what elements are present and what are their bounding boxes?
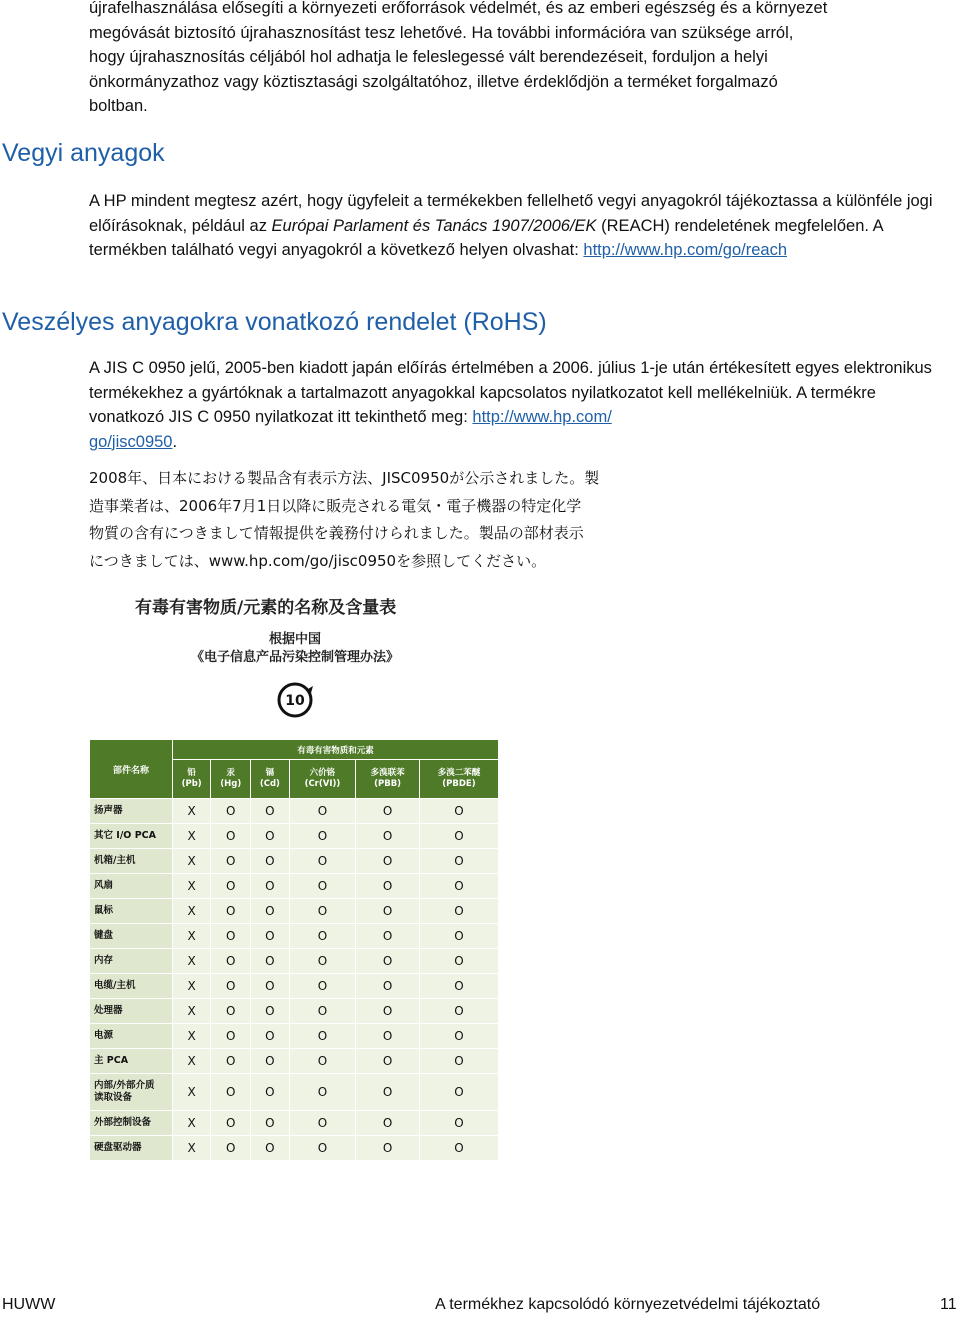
- substance-cell: X: [173, 1136, 211, 1161]
- substance-cell: O: [419, 1074, 498, 1111]
- substance-cell: O: [211, 1136, 251, 1161]
- substance-cell: O: [211, 899, 251, 924]
- substance-cell: O: [251, 1074, 289, 1111]
- substance-cell: O: [419, 899, 498, 924]
- table-row: [90, 1074, 499, 1111]
- part-name-cell: 电缆/主机: [90, 974, 173, 999]
- japanese-line-4: につきましては、www.hp.com/go/jisc0950を参照してください。: [89, 551, 547, 570]
- part-name-cell: 外部控制设备: [90, 1111, 173, 1136]
- chemicals-paragraph: [89, 189, 949, 263]
- substance-cell: O: [211, 1111, 251, 1136]
- substance-cell: O: [356, 1024, 420, 1049]
- rohs-text: A JIS C 0950 jelű, 2005-ben kiadott japán előírás értelmében a 2006. július 1-je után értékesített egyes elektronikus termékekhez a gyártóknak a tartalmazott anyagokkal kapcsolatos nyilatkozatot kell mellékelniük. A termékre vonatkozó JIS C 0950 nyilatkozat itt tekinthető meg:: [89, 359, 932, 426]
- japanese-line-2: 造事業者は、2006年7月1日以降に販売される電気・電子機器の特定化学: [89, 496, 582, 515]
- substance-cell: O: [289, 799, 356, 824]
- substance-cell: O: [289, 874, 356, 899]
- table-row: [90, 1049, 499, 1074]
- part-name-cell: 主 PCA: [90, 1049, 173, 1074]
- table-row: [90, 999, 499, 1024]
- substance-cell: O: [211, 974, 251, 999]
- substance-cell: O: [211, 1074, 251, 1111]
- substance-cell: O: [419, 999, 498, 1024]
- part-name-cell: 机箱/主机: [90, 849, 173, 874]
- substance-cell: O: [289, 974, 356, 999]
- table-row: [90, 899, 499, 924]
- substance-cell: X: [173, 1074, 211, 1111]
- table-row: [90, 949, 499, 974]
- chemicals-heading: Vegyi anyagok: [2, 139, 165, 167]
- substance-cell: O: [419, 824, 498, 849]
- substance-cell: O: [211, 949, 251, 974]
- footer-title: A termékhez kapcsolódó környezetvédelmi tájékoztató: [435, 1296, 821, 1313]
- part-name-cell: 其它 I/O PCA: [90, 824, 173, 849]
- chemicals-text-2: (REACH) rendeletének megfelelően. A termékben található vegyi anyagokról a következő helyen olvashat:: [89, 216, 883, 259]
- logo-number: 10: [285, 693, 305, 709]
- substance-cell: O: [356, 1136, 420, 1161]
- substance-cell: O: [211, 999, 251, 1024]
- substance-cell: O: [419, 1049, 498, 1074]
- substance-cell: O: [211, 799, 251, 824]
- table-row: [90, 1111, 499, 1136]
- part-name-cell: 风扇: [90, 874, 173, 899]
- substance-header: 六价铬 (Cr(VI)): [289, 760, 356, 799]
- substance-cell: O: [251, 949, 289, 974]
- rohs-heading: Veszélyes anyagokra vonatkozó rendelet (RoHS): [2, 308, 547, 336]
- china-table-title: 有毒有害物质/元素的名称及含量表: [135, 598, 397, 618]
- substance-cell: O: [419, 949, 498, 974]
- regulation-name: Európai Parlament és Tanács 1907/2006/EK: [271, 216, 597, 235]
- part-name-cell: 处理器: [90, 999, 173, 1024]
- substance-cell: O: [289, 1049, 356, 1074]
- substance-cell: O: [211, 849, 251, 874]
- substance-header: 汞 (Hg): [211, 760, 251, 799]
- substance-cell: O: [289, 999, 356, 1024]
- part-name-cell: 电源: [90, 1024, 173, 1049]
- substance-cell: O: [251, 1024, 289, 1049]
- substance-cell: X: [173, 999, 211, 1024]
- reach-link[interactable]: http://www.hp.com/go/reach: [583, 241, 787, 259]
- chemicals-text-1: A HP mindent megtesz azért, hogy ügyfeleit a termékekben fellelhető vegyi anyagokról tájékoztassa a különféle jogi előírásoknak, például az: [89, 192, 933, 235]
- substance-cell: O: [251, 924, 289, 949]
- substance-cell: O: [251, 849, 289, 874]
- intro-line-1: újrafelhasználása elősegíti a környezeti erőforrások védelmét, és az emberi egészség és a környezet: [89, 0, 828, 17]
- part-name-cell: 键盘: [90, 924, 173, 949]
- substance-cell: O: [251, 799, 289, 824]
- substance-cell: X: [173, 1049, 211, 1074]
- substance-header: 铅 (Pb): [173, 760, 211, 799]
- substance-cell: O: [251, 824, 289, 849]
- substance-cell: X: [173, 1111, 211, 1136]
- substance-cell: O: [251, 874, 289, 899]
- substance-cell: O: [356, 874, 420, 899]
- substance-cell: O: [419, 974, 498, 999]
- substance-cell: O: [356, 899, 420, 924]
- table-row: [90, 924, 499, 949]
- hazardous-substances-table: [89, 739, 499, 1161]
- substance-cell: O: [419, 1024, 498, 1049]
- intro-line-5: boltban.: [89, 97, 148, 115]
- table-row: [90, 1024, 499, 1049]
- substance-cell: O: [289, 1074, 356, 1111]
- part-name-header: 部件名称: [90, 740, 173, 799]
- japanese-notice: [89, 465, 649, 575]
- china-subtitle-2: 《电子信息产品污染控制管理办法》: [190, 650, 399, 665]
- substances-group-header: 有毒有害物质和元素: [173, 740, 499, 760]
- rohs-period: .: [172, 432, 178, 451]
- part-name-cell: 鼠标: [90, 899, 173, 924]
- substance-cell: O: [211, 1024, 251, 1049]
- substance-cell: O: [251, 1049, 289, 1074]
- substance-cell: O: [289, 824, 356, 849]
- substance-cell: O: [211, 874, 251, 899]
- substance-cell: O: [419, 1136, 498, 1161]
- part-name-cell: 扬声器: [90, 799, 173, 824]
- substance-cell: O: [419, 799, 498, 824]
- substance-cell: O: [289, 849, 356, 874]
- table-row: [90, 824, 499, 849]
- substance-cell: O: [419, 1111, 498, 1136]
- table-row: [90, 974, 499, 999]
- substance-cell: O: [356, 974, 420, 999]
- substance-cell: O: [356, 1111, 420, 1136]
- substance-cell: O: [251, 899, 289, 924]
- table-row: [90, 874, 499, 899]
- table-row: [90, 799, 499, 824]
- substance-cell: O: [211, 824, 251, 849]
- japanese-line-3: 物質の含有につきまして情報提供を義務付けられました。製品の部材表示: [89, 524, 584, 542]
- substance-cell: O: [356, 799, 420, 824]
- substance-cell: O: [419, 924, 498, 949]
- substance-cell: O: [356, 999, 420, 1024]
- substance-cell: O: [356, 1049, 420, 1074]
- substance-cell: O: [251, 999, 289, 1024]
- substance-header: 镉 (Cd): [251, 760, 289, 799]
- substance-cell: O: [289, 1111, 356, 1136]
- table-row: [90, 1136, 499, 1161]
- footer-left: HUWW: [2, 1296, 56, 1313]
- substance-cell: O: [289, 1136, 356, 1161]
- substance-cell: X: [173, 949, 211, 974]
- substance-cell: X: [173, 974, 211, 999]
- substance-cell: O: [419, 849, 498, 874]
- japanese-line-1: 2008年、日本における製品含有表示方法、JISC0950が公示されました。製: [89, 469, 600, 487]
- substance-cell: O: [356, 849, 420, 874]
- substance-cell: O: [356, 949, 420, 974]
- part-name-cell: 硬盘驱动器: [90, 1136, 173, 1161]
- intro-line-4: önkormányzathoz vagy köztisztasági szolgáltatóhoz, illetve érdeklődjön a terméket forgalmazó: [89, 72, 778, 91]
- substance-cell: O: [356, 1074, 420, 1111]
- substance-cell: O: [289, 924, 356, 949]
- substance-cell: O: [356, 824, 420, 849]
- substance-header: 多溴联苯 (PBB): [356, 760, 420, 799]
- substance-cell: O: [251, 1111, 289, 1136]
- epup-10-logo-icon: [275, 680, 315, 720]
- substance-cell: X: [173, 924, 211, 949]
- substance-cell: O: [356, 924, 420, 949]
- intro-line-3: hogy újrahasznosítás céljából hol adhatja le feleslegessé vált berendezéseit, forduljon a helyi: [89, 48, 768, 66]
- substance-cell: X: [173, 899, 211, 924]
- intro-line-2: megóvását biztosító újrahasznosítást tesz lehetővé. Ha további információra van szüksége arról,: [89, 23, 794, 42]
- part-name-cell: 内存: [90, 949, 173, 974]
- substance-header: 多溴二苯醚 (PBDE): [419, 760, 498, 799]
- page-number: 11: [940, 1296, 957, 1313]
- substance-cell: X: [173, 874, 211, 899]
- substance-cell: O: [251, 1136, 289, 1161]
- part-name-cell: 内部/外部介质 读取设备: [90, 1074, 173, 1111]
- substance-cell: O: [251, 974, 289, 999]
- substance-cell: X: [173, 824, 211, 849]
- substance-cell: X: [173, 799, 211, 824]
- substance-cell: O: [419, 874, 498, 899]
- substance-cell: O: [289, 949, 356, 974]
- substance-cell: X: [173, 1024, 211, 1049]
- intro-paragraph: [89, 0, 949, 119]
- substance-cell: X: [173, 849, 211, 874]
- jisc-link[interactable]: http://www.hp.com/ go/jisc0950: [89, 408, 612, 451]
- substance-cell: O: [289, 899, 356, 924]
- table-row: [90, 849, 499, 874]
- substance-cell: O: [211, 1049, 251, 1074]
- substance-cell: O: [211, 924, 251, 949]
- china-subtitle-1: 根据中国: [268, 632, 321, 647]
- rohs-paragraph: [89, 356, 949, 454]
- substance-cell: O: [289, 1024, 356, 1049]
